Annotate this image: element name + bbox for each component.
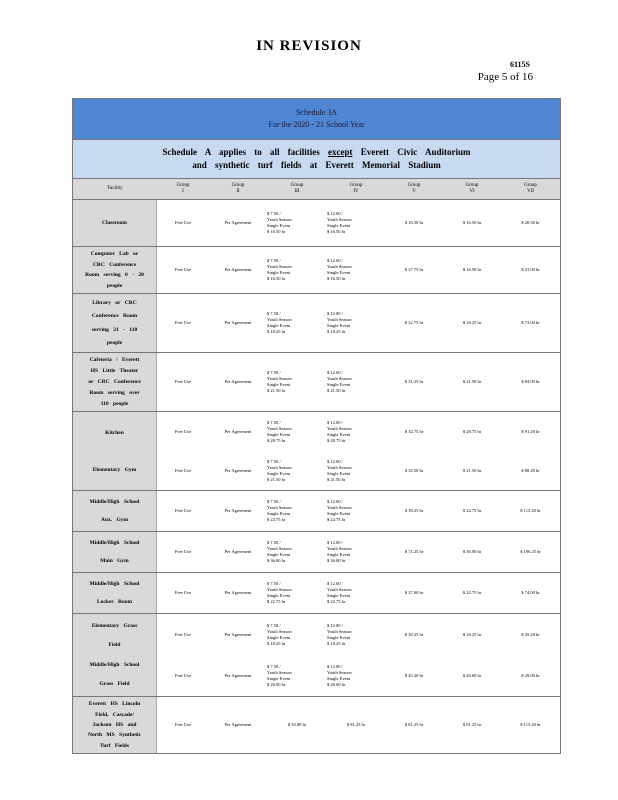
rate-line: $ 12.00 / <box>327 258 343 263</box>
facility-name: Field, Cascade/ <box>95 711 134 718</box>
facility-name: Middle/High School <box>89 661 140 668</box>
group-ii-cell: Per Agreement <box>224 267 252 272</box>
rate-line: $ 12.00 / <box>327 370 343 375</box>
rate-line: Single Event <box>327 431 351 437</box>
group-ii-cell: Per Agreement <box>224 549 252 554</box>
facility-name: Cafeteria / Everett <box>89 357 140 364</box>
rate-line: Single Event <box>267 382 291 387</box>
rate-subrow <box>157 655 560 696</box>
facility-name: Kitchen <box>105 429 124 436</box>
facility-header: Facility <box>107 186 123 191</box>
facility-name: Classroom <box>102 220 127 226</box>
row-cells <box>157 247 560 293</box>
rate-line: Single Event <box>327 552 351 557</box>
group-v-cell: $ 22.75 hr <box>404 320 424 325</box>
rate-subrow <box>157 532 560 572</box>
table-row <box>73 490 560 531</box>
rate-line: Single Event <box>267 270 291 275</box>
note-prefix: Schedule A applies to all facilities <box>162 147 320 157</box>
rate-subrow <box>157 247 560 293</box>
facility-cell <box>73 412 157 490</box>
group-vii-cell: $ 84.00 hr <box>521 379 540 384</box>
group-iii-cell <box>267 258 327 282</box>
row-cells <box>157 200 560 246</box>
rate-line: Youth Season <box>327 628 352 634</box>
group-vi-cell: $ 81.25 hr <box>462 722 482 727</box>
group-ii-cell: Per Agreement <box>224 672 252 678</box>
row-cells <box>157 573 560 613</box>
facility-name: or CRC Conference <box>88 378 141 385</box>
group-i-cell: Free Use <box>174 549 192 554</box>
group-ii-cell: Per Agreement <box>224 631 252 637</box>
group-vii-cell: $ 196.25 hr <box>520 549 541 554</box>
group-vi-cell: $ 28.75 hr <box>462 428 482 434</box>
rate-subrow <box>157 412 560 451</box>
group-vii-cell: $ 73.00 hr <box>521 320 540 325</box>
group-i-cell: Free Use <box>174 220 192 225</box>
rate-line: $ 21.50 hr <box>267 388 286 393</box>
rate-line: $ 16.50 hr <box>267 229 286 234</box>
rate-line: $ 7.50 / <box>267 540 281 545</box>
rate-line: $ 7.50 / <box>267 258 281 263</box>
rate-line: Single Event <box>267 634 291 640</box>
group-iv-cell <box>327 211 385 235</box>
rate-line: $ 26.00 hr <box>327 681 346 687</box>
rate-line: Single Event <box>267 675 291 681</box>
table-row <box>73 199 560 246</box>
rate-line: $ 22.75 hr <box>327 517 346 522</box>
group-i-cell: Free Use <box>174 379 192 384</box>
group-vi-header: Group VI <box>465 183 479 194</box>
group-i-cell: Free Use <box>174 267 192 272</box>
rate-line: Youth Season <box>327 505 352 510</box>
facility-name: Field <box>108 642 121 649</box>
group-iii-cell <box>267 664 327 688</box>
rate-line: $ 21.50 hr <box>327 388 346 393</box>
group-i-cell: Free Use <box>174 428 192 434</box>
policy-code: 6115S <box>509 60 530 69</box>
group-ii-header: Group II <box>231 183 245 194</box>
group-i-header: Group I <box>176 183 190 194</box>
facility-name: Locker Room <box>96 599 133 605</box>
note-except: except <box>327 147 353 157</box>
group-vii-header: Group VII <box>524 183 537 194</box>
group-v-header: Group V <box>407 183 421 194</box>
facility-name: Conference Room <box>91 313 138 320</box>
facility-name: North MS Synthetic <box>87 732 142 739</box>
rate-line: Youth Season <box>267 264 292 269</box>
facility-cell <box>73 573 157 613</box>
table-row <box>73 411 560 490</box>
rate-subrow <box>157 491 560 531</box>
rate-line: $ 7.50 / <box>267 581 281 586</box>
rate-line: Youth Season <box>267 376 292 381</box>
rate-line: $ 21.50 hr <box>267 476 286 482</box>
rate-line: $ 12.00 / <box>327 499 343 504</box>
group-iv-cell <box>327 370 385 394</box>
rate-subrow <box>157 200 560 246</box>
rate-line: $ 16.50 hr <box>267 276 286 281</box>
schedule-banner <box>73 99 560 139</box>
group-vi-cell: $ 18.25 hr <box>462 320 482 325</box>
rate-line: $ 12.00 / <box>327 458 343 464</box>
facility-name: serving 21 - 110 <box>91 326 138 333</box>
rate-line: Single Event <box>327 593 351 598</box>
group-vii-cell: $ 91.20 hr <box>521 428 540 434</box>
row-cells <box>157 353 560 411</box>
facility-cell <box>73 491 157 531</box>
rate-line: $ 28.75 hr <box>327 437 346 443</box>
table-body <box>73 199 560 753</box>
group-v-cell: $ 32.75 hr <box>404 428 424 434</box>
group-vi-cell: $ 21.50 hr <box>462 467 482 473</box>
table-row <box>73 293 560 352</box>
facility-name: Jackson HS and <box>92 721 137 728</box>
facility-cell <box>73 614 157 696</box>
group-v-cell: $ 30.25 hr <box>404 631 424 637</box>
rate-line: $ 7.50 / <box>267 419 281 425</box>
rate-line: Youth Season <box>267 464 292 470</box>
rate-line: $ 18.25 hr <box>327 329 346 334</box>
group-ii-cell: Per Agreement <box>224 467 252 473</box>
group-vii-cell: $ 115.20 hr <box>520 508 541 513</box>
rate-line: $ 36.00 hr <box>327 558 346 563</box>
facility-name: Elementary Grass <box>91 622 138 629</box>
facility-name: Elementary Gym <box>92 466 137 473</box>
facility-name: HS Little Theater <box>90 368 139 375</box>
group-ii-cell: Per Agreement <box>224 428 252 434</box>
group-i-cell: Free Use <box>174 590 192 595</box>
rate-line: Single Event <box>267 552 291 557</box>
rate-line: Single Event <box>327 323 351 328</box>
facility-name: people <box>106 282 123 289</box>
rate-line: $ 22.75 hr <box>267 599 286 604</box>
facility-cell <box>73 247 157 293</box>
group-ii-cell: Per Agreement <box>224 220 252 225</box>
group-i-cell: Free Use <box>174 672 192 678</box>
rate-line: Youth Season <box>327 317 352 322</box>
group-vi-cell: $ 21.50 hr <box>462 379 482 384</box>
table-row <box>73 352 560 411</box>
group-iv-cell <box>327 623 385 647</box>
rate-line: $ 12.00 / <box>327 211 343 216</box>
rate-line: Single Event <box>327 382 351 387</box>
group-vii-cell: $ 74.00 hr <box>521 590 540 595</box>
note-line2: and synthetic turf fields at Everett Memorial Stadium <box>192 160 441 170</box>
facility-name: people <box>106 340 123 347</box>
group-iv-cell <box>327 540 385 564</box>
table-row <box>73 696 560 753</box>
rate-line: Youth Season <box>267 505 292 510</box>
facility-name: Middle/High School <box>89 540 140 546</box>
group-i-cell: Free Use <box>174 508 192 513</box>
rate-line: Single Event <box>327 270 351 275</box>
rate-line: $ 28.75 hr <box>267 437 286 443</box>
rate-line: Youth Season <box>327 217 352 222</box>
group-iii-cell <box>267 211 327 235</box>
facility-name: 110 people <box>100 400 129 407</box>
facility-name: Room serving 0 - 20 <box>85 272 144 279</box>
group-iv-cell: $ 81.25 hr <box>346 722 366 727</box>
rate-line: Youth Season <box>267 628 292 634</box>
group-v-cell: $ 39.25 hr <box>404 508 424 513</box>
group-vi-cell: $ 16.50 hr <box>462 220 482 225</box>
facility-name: Computer Lab or <box>90 251 139 258</box>
rate-line: Single Event <box>267 470 291 476</box>
group-vi-cell: $ 26.00 hr <box>462 672 482 678</box>
facility-name: Turf Fields <box>100 742 129 749</box>
facility-name: Room serving over <box>89 389 140 396</box>
facility-name: CRC Conference <box>92 261 137 268</box>
rate-line: $ 18.25 hr <box>267 329 286 334</box>
group-iv-header: Group IV <box>349 183 363 194</box>
rate-line: $ 7.50 / <box>267 370 281 375</box>
rate-line: Single Event <box>327 470 351 476</box>
rate-line: Single Event <box>327 511 351 516</box>
group-vi-cell: $ 18.25 hr <box>462 631 482 637</box>
group-vi-cell: $ 36.00 hr <box>462 549 482 554</box>
rate-line: $ 12.00 / <box>327 581 343 586</box>
group-v-cell: $ 35.50 hr <box>404 467 424 473</box>
rate-line: Youth Season <box>267 425 292 431</box>
facility-name: Middle/High School <box>89 581 140 587</box>
group-iv-cell <box>327 581 385 605</box>
facility-name: Library or CRC <box>92 299 137 306</box>
rate-line: $ 16.50 hr <box>327 229 346 234</box>
rate-line: $ 22.75 hr <box>267 517 286 522</box>
row-cells <box>157 614 560 696</box>
group-v-cell: $ 81.25 hr <box>404 722 424 727</box>
facility-cell <box>73 200 157 246</box>
group-iii-cell <box>267 581 327 605</box>
rate-line: Single Event <box>267 323 291 328</box>
rate-line: Youth Season <box>267 217 292 222</box>
rate-line: Youth Season <box>327 425 352 431</box>
group-i-cell: Free Use <box>174 722 192 727</box>
row-cells <box>157 491 560 531</box>
group-vii-cell: $ 45.20 hr <box>521 631 540 637</box>
group-iv-cell <box>327 459 385 483</box>
group-vi-cell: $ 22.75 hr <box>462 508 482 513</box>
row-cells <box>157 532 560 572</box>
group-iii-header: Group III <box>290 183 304 194</box>
group-iii-cell <box>267 420 327 444</box>
rate-line: $ 22.75 hr <box>327 599 346 604</box>
rate-subrow <box>157 353 560 411</box>
rate-subrow <box>157 294 560 352</box>
schedule-title: Schedule 3A <box>295 108 338 117</box>
group-i-cell: Free Use <box>174 467 192 473</box>
facility-name: Grass Field <box>99 681 130 688</box>
row-cells <box>157 294 560 352</box>
rate-line: $ 12.00 / <box>327 311 343 316</box>
rate-line: $ 12.00 / <box>327 540 343 545</box>
rate-subrow <box>157 451 560 490</box>
rate-line: $ 7.50 / <box>267 499 281 504</box>
rate-line: Single Event <box>267 223 291 228</box>
rate-subrow <box>157 573 560 613</box>
group-vi-cell: $ 16.50 hr <box>462 267 482 272</box>
rate-line: $ 12.00 / <box>327 419 343 425</box>
group-ii-cell: Per Agreement <box>224 508 252 513</box>
rate-line: $ 7.50 / <box>267 622 281 628</box>
rate-line: $ 26.00 hr <box>267 681 286 687</box>
rate-line: $ 18.25 hr <box>327 640 346 646</box>
group-vii-cell: $ 20.50 hr <box>521 220 540 225</box>
rate-line: $ 12.00 / <box>327 663 343 669</box>
group-iii-cell <box>267 459 327 483</box>
rate-line: Youth Season <box>267 317 292 322</box>
rate-line: $ 36.00 hr <box>267 558 286 563</box>
group-iii-cell <box>267 540 327 564</box>
note-suffix: Everett Civic Auditorium <box>360 147 471 157</box>
facility-name: Main Gym <box>100 558 129 564</box>
group-vii-cell: $ 41.00 hr <box>521 267 540 272</box>
facility-cell <box>73 353 157 411</box>
rate-line: Single Event <box>267 593 291 598</box>
fee-schedule-table <box>72 98 561 754</box>
table-row <box>73 572 560 613</box>
group-v-cell: $ 31.25 hr <box>404 379 424 384</box>
rate-line: Youth Season <box>327 669 352 675</box>
group-v-cell: $ 27.75 hr <box>404 267 424 272</box>
facility-name: Everett HS Lincoln <box>88 701 141 708</box>
rate-line: Youth Season <box>327 464 352 470</box>
group-iv-cell <box>327 420 385 444</box>
group-iv-cell <box>327 258 385 282</box>
group-ii-cell: Per Agreement <box>224 590 252 595</box>
group-v-cell: $ 71.25 hr <box>404 549 424 554</box>
rate-line: $ 7.50 / <box>267 211 281 216</box>
facility-cell <box>73 294 157 352</box>
rate-line: Youth Season <box>327 264 352 269</box>
rate-line: Youth Season <box>327 546 352 551</box>
group-iii-cell <box>267 311 327 335</box>
group-v-cell: $ 45.20 hr <box>404 672 424 678</box>
group-ii-cell: Per Agreement <box>224 379 252 384</box>
rate-line: Single Event <box>267 511 291 516</box>
group-i-cell: Free Use <box>174 320 192 325</box>
rate-line: Youth Season <box>267 587 292 592</box>
group-ii-cell: Per Agreement <box>224 722 252 727</box>
group-iii-cell <box>267 623 327 647</box>
rate-line: Youth Season <box>327 376 352 381</box>
table-row <box>73 246 560 293</box>
row-cells <box>157 697 560 753</box>
group-vi-cell: $ 22.75 hr <box>462 590 482 595</box>
table-row <box>73 613 560 696</box>
group-iii-cell <box>267 370 327 394</box>
rate-line: $ 7.50 / <box>267 458 281 464</box>
facility-cell <box>73 532 157 572</box>
facility-cell <box>73 697 157 753</box>
facility-name: Middle/High School <box>89 499 140 505</box>
school-year: For the 2020 - 21 School Year <box>268 120 365 129</box>
rate-subrow <box>157 697 560 753</box>
rate-line: $ 7.50 / <box>267 311 281 316</box>
group-vii-cell: $ 29.00 hr <box>521 672 540 678</box>
rate-line: $ 12.00 / <box>327 622 343 628</box>
rate-line: Youth Season <box>267 546 292 551</box>
group-iv-cell <box>327 311 385 335</box>
rate-line: Youth Season <box>267 669 292 675</box>
page-number: Page 5 of 16 <box>477 71 533 83</box>
rate-line: Single Event <box>327 675 351 681</box>
header-title: IN REVISION <box>256 38 362 54</box>
group-v-cell: $ 16.50 hr <box>404 220 424 225</box>
facility-name: Aux. Gym <box>100 517 129 523</box>
rate-line: $ 18.25 hr <box>267 640 286 646</box>
group-v-cell: $ 27.00 hr <box>404 590 424 595</box>
rate-line: Single Event <box>327 634 351 640</box>
group-iii-cell <box>267 499 327 523</box>
rate-line: $ 16.50 hr <box>327 276 346 281</box>
group-iv-cell <box>327 664 385 688</box>
group-iii-cell: $ 33.00 hr <box>287 722 307 727</box>
group-ii-cell: Per Agreement <box>224 320 252 325</box>
rate-line: $ 21.50 hr <box>327 476 346 482</box>
column-header-row <box>73 178 560 199</box>
rate-line: Single Event <box>267 431 291 437</box>
group-vii-cell: $ 88.20 hr <box>521 467 540 473</box>
group-i-cell: Free Use <box>174 631 192 637</box>
rate-line: $ 7.50 / <box>267 663 281 669</box>
group-vii-cell: $ 115.20 hr <box>520 722 541 727</box>
group-iv-cell <box>327 499 385 523</box>
table-row <box>73 531 560 572</box>
rate-subrow <box>157 614 560 655</box>
rate-line: Youth Season <box>327 587 352 592</box>
row-cells <box>157 412 560 490</box>
rate-line: Single Event <box>327 223 351 228</box>
schedule-note <box>73 139 560 178</box>
